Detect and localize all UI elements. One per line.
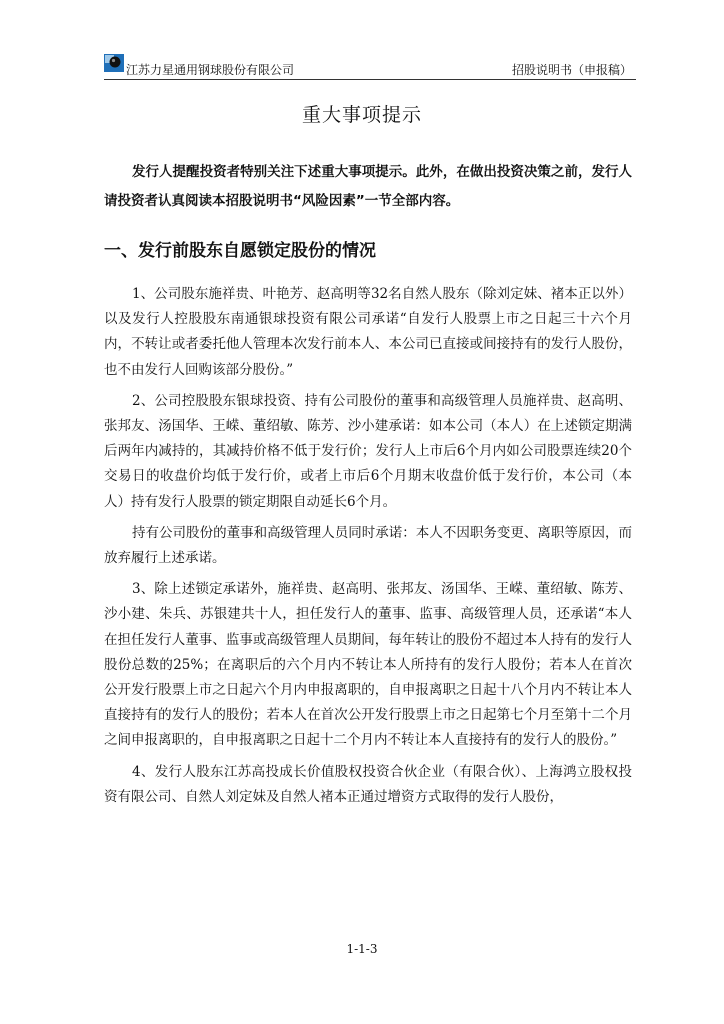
header-divider: [104, 79, 636, 80]
page-header: [104, 50, 636, 80]
page-number: 1-1-3: [346, 942, 378, 956]
company-logo: [104, 54, 124, 72]
section-heading: 一、发行前股东自愿锁定股份的情况: [104, 241, 376, 261]
page-title: 重大事项提示: [301, 104, 422, 126]
body-paragraph-2: 2、公司控股股东银球投资、持有公司股份的董事和高级管理人员施祥贵、赵高明、张邦友、汤国华、王嵘、董绍敏、陈芳、沙小建承诺：如本公司（本人）在上述锁定期满后两年内减持的，其减持价格不低于发行价；发行人上市后6个月内如公司股票连续20个交易日的收盘价均低于发行价，或者上市后6个月期末收盘价低于发行价，本公司（本人）持有发行人股票的锁定期限自动延长6个月。: [104, 392, 632, 510]
body-paragraph-4: 3、除上述锁定承诺外，施祥贵、赵高明、张邦友、汤国华、王嵘、董绍敏、陈芳、沙小建、朱兵、苏银建共十人，担任发行人的董事、监事、高级管理人员，还承诺“本人在担任发行人董事、监事或高级管理人员期间，每年转让的股份不超过本人持有的发行人股份总数的25%；在离职后的六个月内不转让本人所持有的发行人股份；若本人在首次公开发行股票上市之日起六个月内申报离职的，自申报离职之日起十八个月内不转让本人直接持有的发行人的股份；若本人在首次公开发行股票上市之日起第七个月至第十二个月之间申报离职的，自申报离职之日起十二个月内不转让本人直接持有的发行人的股份。”: [104, 581, 632, 749]
company-name: 江苏力星通用钢球股份有限公司: [126, 63, 295, 77]
body-paragraph-1: 1、公司股东施祥贵、叶艳芳、赵高明等32名自然人股东（除刘定妹、褚本正以外）以及发行人控股股东南通银球投资有限公司承诺“自发行人股票上市之日起三十六个月内，不转让或者委托他人管理本次发行前本人、本公司已直接或间接持有的发行人股份，也不由发行人回购该部分股份。”: [104, 286, 632, 378]
intro-paragraph: 发行人提醒投资者特别关注下述重大事项提示。此外，在做出投资决策之前，发行人请投资者认真阅读本招股说明书“风险因素”一节全部内容。: [104, 164, 632, 209]
section-body: [104, 282, 632, 816]
document-type: 招股说明书（申报稿）: [511, 63, 632, 77]
body-paragraph-5: 4、发行人股东江苏高投成长价值股权投资合伙企业（有限合伙）、上海鸿立股权投资有限公司、自然人刘定妹及自然人褚本正通过增资方式取得的发行人股份，: [104, 763, 632, 805]
body-paragraph-3: 持有公司股份的董事和高级管理人员同时承诺：本人不因职务变更、离职等原因，而放弃履行上述承诺。: [104, 524, 632, 567]
